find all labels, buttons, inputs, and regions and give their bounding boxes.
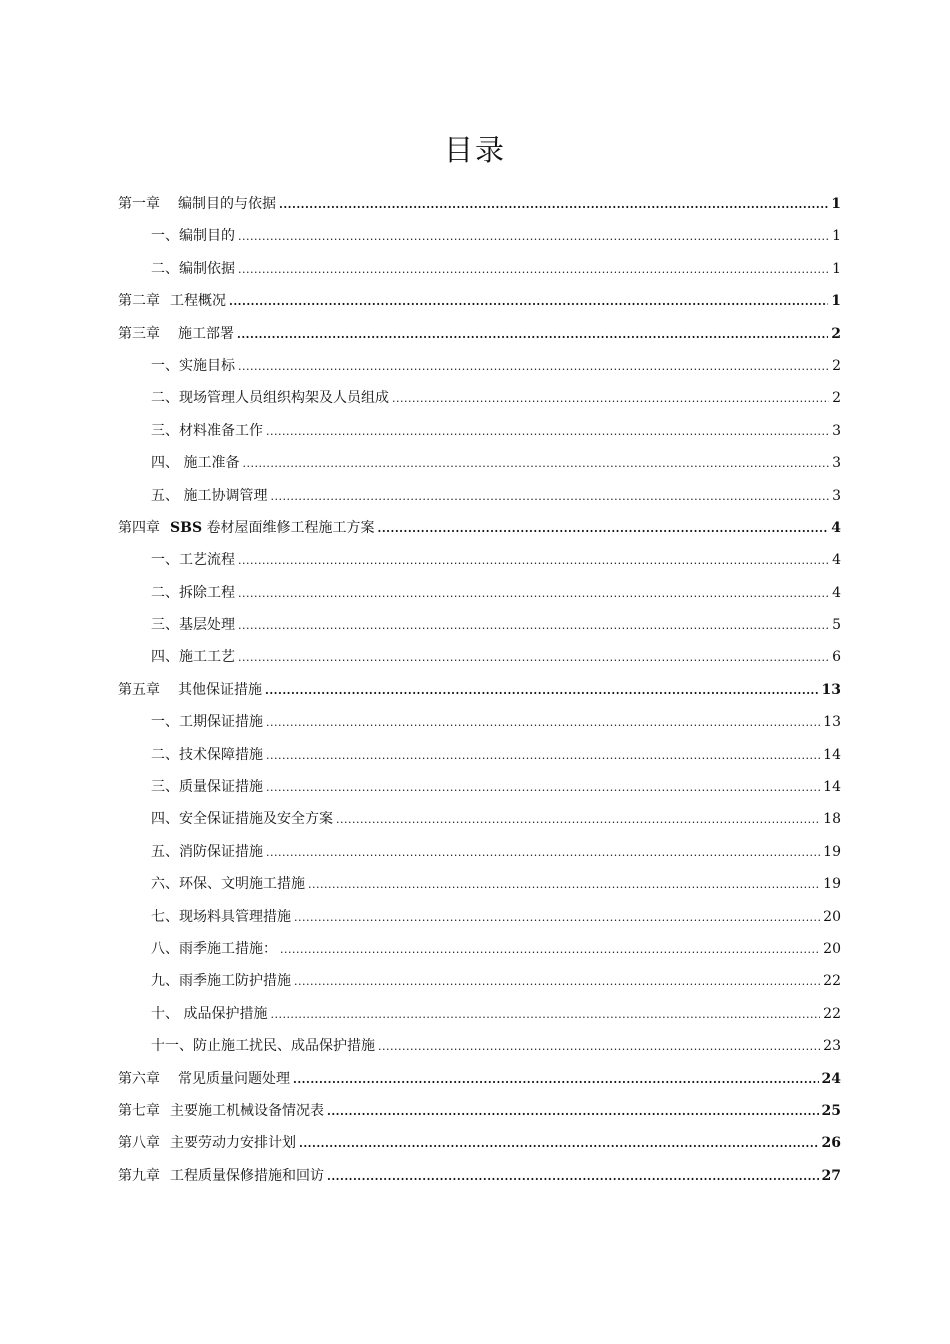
toc-page-number: 22 bbox=[823, 973, 841, 990]
toc-chapter-number: 第五章 bbox=[118, 681, 160, 698]
toc-entry-title: 主要施工机械设备情况表 bbox=[170, 1102, 324, 1119]
toc-page-number: 14 bbox=[823, 779, 841, 796]
toc-dot-leader bbox=[378, 513, 829, 545]
table-of-contents bbox=[118, 188, 841, 1192]
toc-chapter-5[interactable] bbox=[118, 674, 841, 706]
toc-section-5-1[interactable] bbox=[118, 706, 841, 738]
toc-dot-leader bbox=[327, 1161, 819, 1193]
toc-dot-leader bbox=[237, 319, 828, 351]
toc-dot-leader bbox=[392, 383, 829, 415]
toc-entry-title: 三、基层处理 bbox=[151, 617, 235, 634]
toc-page-number: 3 bbox=[832, 455, 841, 472]
toc-dot-leader bbox=[266, 837, 820, 869]
toc-entry-title: 其他保证措施 bbox=[178, 681, 262, 698]
toc-dot-leader bbox=[378, 1031, 820, 1063]
toc-entry-title: 一、工期保证措施 bbox=[151, 714, 263, 731]
page-title: 目录 bbox=[443, 133, 506, 167]
toc-page-number: 13 bbox=[821, 681, 841, 698]
toc-dot-leader bbox=[266, 416, 829, 448]
toc-chapter-number: 第九章 bbox=[118, 1167, 160, 1184]
toc-chapter-6[interactable] bbox=[118, 1063, 841, 1095]
toc-section-5-7[interactable] bbox=[118, 901, 841, 933]
toc-chapter-number: 第三章 bbox=[118, 325, 160, 342]
toc-dot-leader bbox=[238, 578, 829, 610]
toc-chapter-3[interactable] bbox=[118, 318, 841, 350]
toc-dot-leader bbox=[327, 1096, 819, 1128]
toc-entry-title: 编制目的与依据 bbox=[178, 196, 276, 212]
toc-section-4-4[interactable] bbox=[118, 641, 841, 673]
toc-chapter-number: 第四章 bbox=[118, 519, 160, 536]
toc-page-number: 2 bbox=[831, 325, 841, 342]
toc-chapter-number: 第二章 bbox=[118, 293, 160, 310]
toc-section-5-6[interactable] bbox=[118, 868, 841, 900]
toc-dot-leader bbox=[238, 351, 829, 383]
toc-page-number: 18 bbox=[823, 811, 841, 828]
toc-entry-title: 四、安全保证措施及安全方案 bbox=[151, 811, 333, 828]
toc-page-number: 6 bbox=[832, 649, 841, 666]
toc-entry-title: 七、现场料具管理措施 bbox=[151, 908, 291, 925]
toc-section-5-4[interactable] bbox=[118, 803, 841, 835]
toc-chapter-9[interactable] bbox=[118, 1160, 841, 1192]
toc-dot-leader bbox=[266, 772, 820, 804]
toc-entry-title: 常见质量问题处理 bbox=[178, 1070, 290, 1087]
toc-page-number: 23 bbox=[823, 1038, 841, 1055]
toc-dot-leader bbox=[299, 1128, 819, 1160]
toc-section-3-5[interactable] bbox=[118, 480, 841, 512]
toc-section-1-1[interactable] bbox=[118, 220, 841, 252]
toc-page-number: 4 bbox=[832, 584, 841, 601]
toc-page-number: 1 bbox=[831, 293, 841, 310]
toc-chapter-2[interactable] bbox=[118, 285, 841, 317]
toc-entry-title: 五、消防保证措施 bbox=[151, 843, 263, 860]
toc-entry-title: 一、编制目的 bbox=[151, 228, 235, 245]
toc-chapter-number: 第一章 bbox=[118, 196, 160, 212]
toc-section-3-1[interactable] bbox=[118, 350, 841, 382]
toc-dot-leader bbox=[238, 642, 829, 674]
toc-section-5-10[interactable] bbox=[118, 998, 841, 1030]
toc-page-number: 22 bbox=[823, 1005, 841, 1022]
toc-section-5-9[interactable] bbox=[118, 965, 841, 997]
toc-dot-leader bbox=[294, 966, 820, 998]
toc-section-4-3[interactable] bbox=[118, 609, 841, 641]
toc-entry-title: 二、技术保障措施 bbox=[151, 746, 263, 763]
toc-dot-leader bbox=[266, 740, 820, 772]
toc-entry-title-bold: SBS bbox=[170, 519, 203, 536]
toc-dot-leader bbox=[279, 189, 828, 221]
toc-entry-title: 十一、防止施工扰民、成品保护措施 bbox=[151, 1038, 375, 1055]
toc-section-3-3[interactable] bbox=[118, 415, 841, 447]
toc-chapter-number: 第七章 bbox=[118, 1102, 160, 1119]
toc-dot-leader bbox=[280, 934, 820, 966]
toc-entry-title: 六、环保、文明施工措施 bbox=[151, 876, 305, 893]
toc-dot-leader bbox=[238, 254, 829, 286]
toc-section-5-3[interactable] bbox=[118, 771, 841, 803]
toc-entry-title: 施工部署 bbox=[178, 325, 234, 342]
toc-page-number: 14 bbox=[823, 746, 841, 763]
toc-dot-leader bbox=[293, 1064, 819, 1096]
toc-entry-title: 二、拆除工程 bbox=[151, 584, 235, 601]
toc-entry-title: 四、施工工艺 bbox=[151, 649, 235, 666]
toc-page-number: 2 bbox=[832, 390, 841, 407]
toc-dot-leader bbox=[270, 999, 820, 1031]
toc-dot-leader bbox=[238, 610, 829, 642]
toc-page-number: 20 bbox=[823, 940, 841, 957]
toc-dot-leader bbox=[270, 481, 829, 513]
toc-dot-leader bbox=[294, 902, 820, 934]
toc-page-number: 27 bbox=[821, 1167, 841, 1184]
toc-entry-title: 二、现场管理人员组织构架及人员组成 bbox=[151, 390, 389, 407]
toc-dot-leader bbox=[266, 707, 820, 739]
toc-page-number: 4 bbox=[831, 519, 841, 536]
toc-section-5-2[interactable] bbox=[118, 739, 841, 771]
toc-section-5-5[interactable] bbox=[118, 836, 841, 868]
toc-page-number: 25 bbox=[821, 1102, 841, 1119]
toc-dot-leader bbox=[229, 286, 828, 318]
toc-section-3-2[interactable] bbox=[118, 382, 841, 414]
toc-section-1-2[interactable] bbox=[118, 253, 841, 285]
toc-page-number: 13 bbox=[823, 714, 841, 731]
toc-page-number: 3 bbox=[832, 487, 841, 504]
toc-page-number: 26 bbox=[821, 1135, 841, 1152]
toc-page-number: 3 bbox=[832, 422, 841, 439]
toc-entry-title: 三、质量保证措施 bbox=[151, 779, 263, 796]
toc-entry-title: 一、工艺流程 bbox=[151, 552, 235, 569]
toc-chapter-7[interactable] bbox=[118, 1095, 841, 1127]
toc-page-number: 4 bbox=[832, 552, 841, 569]
toc-entry-title: 四、 施工准备 bbox=[151, 455, 240, 472]
toc-page-number: 5 bbox=[832, 617, 841, 634]
toc-dot-leader bbox=[336, 804, 820, 836]
toc-entry-title: 一、实施目标 bbox=[151, 357, 235, 374]
toc-entry-title: 工程概况 bbox=[170, 293, 226, 310]
toc-page-number: 1 bbox=[832, 228, 841, 245]
toc-section-4-2[interactable] bbox=[118, 577, 841, 609]
toc-entry-title: 五、 施工协调管理 bbox=[151, 487, 268, 504]
toc-entry-title: 主要劳动力安排计划 bbox=[170, 1135, 296, 1152]
toc-chapter-number: 第八章 bbox=[118, 1135, 160, 1152]
toc-dot-leader bbox=[238, 221, 829, 253]
toc-entry-title: 九、雨季施工防护措施 bbox=[151, 973, 291, 990]
toc-section-4-1[interactable] bbox=[118, 544, 841, 576]
toc-entry-title: 十、 成品保护措施 bbox=[151, 1005, 268, 1022]
toc-page-number: 2 bbox=[832, 357, 841, 374]
toc-page-number: 19 bbox=[823, 876, 841, 893]
toc-chapter-1[interactable] bbox=[118, 188, 841, 220]
toc-chapter-number: 第六章 bbox=[118, 1070, 160, 1087]
toc-page-number: 1 bbox=[831, 196, 841, 212]
toc-page-number: 24 bbox=[821, 1070, 841, 1087]
toc-entry-title: 三、材料准备工作 bbox=[151, 422, 263, 439]
toc-entry-title: 二、编制依据 bbox=[151, 260, 235, 277]
toc-page-number: 19 bbox=[823, 843, 841, 860]
toc-section-3-4[interactable] bbox=[118, 447, 841, 479]
toc-page-number: 20 bbox=[823, 908, 841, 925]
toc-entry-title: 工程质量保修措施和回访 bbox=[170, 1167, 324, 1184]
toc-dot-leader bbox=[308, 869, 820, 901]
toc-section-5-11[interactable] bbox=[118, 1030, 841, 1062]
toc-entry-title bbox=[170, 512, 375, 544]
toc-dot-leader bbox=[238, 545, 829, 577]
toc-chapter-8[interactable] bbox=[118, 1127, 841, 1159]
toc-dot-leader bbox=[242, 448, 829, 480]
toc-entry-title-rest: 卷材屋面维修工程施工方案 bbox=[206, 519, 375, 536]
toc-page-number: 1 bbox=[832, 260, 841, 277]
toc-section-5-8[interactable] bbox=[118, 933, 841, 965]
toc-chapter-4[interactable] bbox=[118, 512, 841, 544]
toc-dot-leader bbox=[265, 675, 819, 707]
toc-entry-title: 八、雨季施工措施： bbox=[151, 940, 277, 957]
